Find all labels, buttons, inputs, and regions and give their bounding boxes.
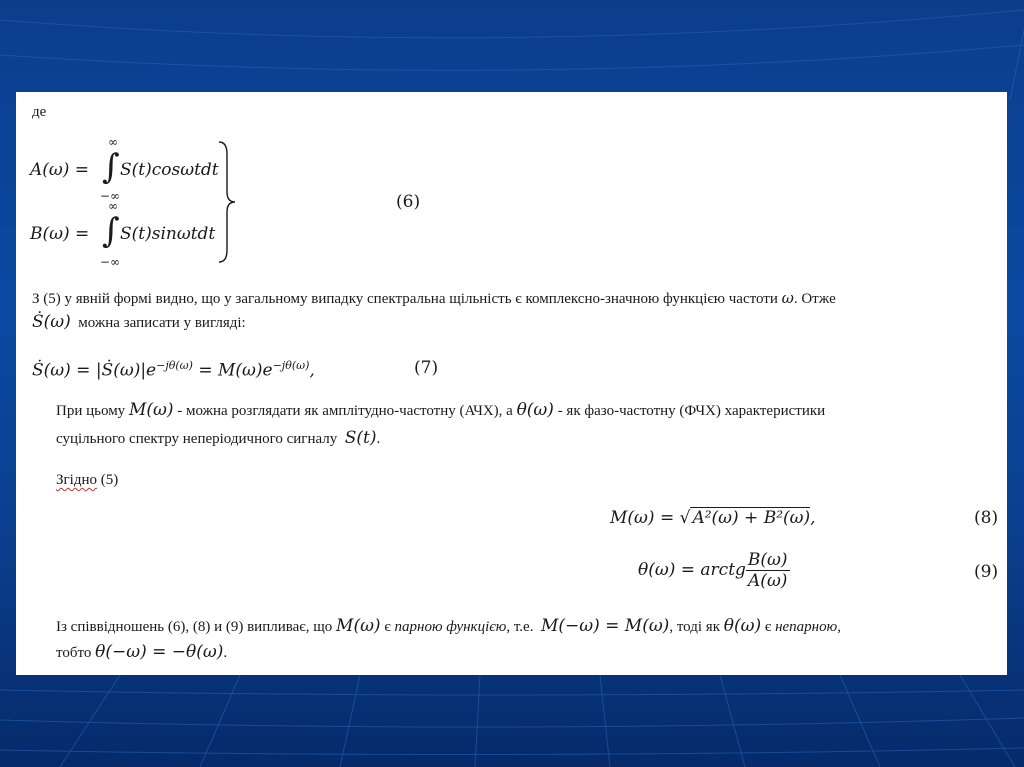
equation-7: Ṡ(ω) = $|Ṡ(\omega)|e^{-j\theta(\omega)} = M(\omega)e^{-j\theta(\omega)}$, xyxy=(32,359,315,381)
a-integrand: S(t)cosωtdt xyxy=(120,160,219,180)
para2-line2: суцільного спектру неперіодичного сигналу S(t). xyxy=(56,428,381,448)
a-upper-limit: ∞ xyxy=(108,135,118,149)
equation-8: M(ω) = √ A²(ω) + B²(ω), xyxy=(610,508,816,528)
intro-word: де xyxy=(32,104,47,120)
b-integrand: S(t)sinωtdt xyxy=(120,224,216,244)
para4-line2: тобто θ(−ω) = −θ(ω). xyxy=(56,642,228,662)
eq6-label: (6) xyxy=(396,192,421,212)
b-upper-limit: ∞ xyxy=(108,199,118,213)
eq8-label: (8) xyxy=(974,508,999,528)
b-lhs: B(ω) = xyxy=(30,224,90,244)
para3: Згідно (5) xyxy=(56,472,119,488)
right-brace xyxy=(216,140,238,264)
para4-line1: Із співвідношень (6), (8) и (9) випливає, що M(ω) є парною функцією, т.е. M(−ω) = M(ω), тоді як θ(ω) є непарною, xyxy=(56,616,841,636)
para1-line2: Ṡ(ω) можна записати у вигляді: xyxy=(32,312,246,332)
slide-content xyxy=(16,92,1007,675)
eq9-label: (9) xyxy=(974,562,999,582)
a-lhs: A(ω) = xyxy=(30,160,90,180)
equation-9: θ(ω) = arctg $\frac{B(\omega)}{A(\omega)}$ xyxy=(638,550,788,591)
a-lower-limit: −∞ xyxy=(100,189,121,203)
para2-line1: При цьому M(ω) - можна розглядати як амплітудно-частотну (АЧХ), а θ(ω) - як фазо-частотну (ФЧХ) характеристики xyxy=(56,400,826,420)
eq7-label: (7) xyxy=(414,358,439,378)
integral-sign-a: ∫ xyxy=(102,147,120,187)
b-lower-limit: −∞ xyxy=(100,255,121,269)
integral-sign-b: ∫ xyxy=(102,211,120,251)
para1-line1: З (5) у явній формі видно, що у загальному випадку спектральна щільність є комплексно-значною функцією частоти ω. Отже xyxy=(32,289,836,307)
